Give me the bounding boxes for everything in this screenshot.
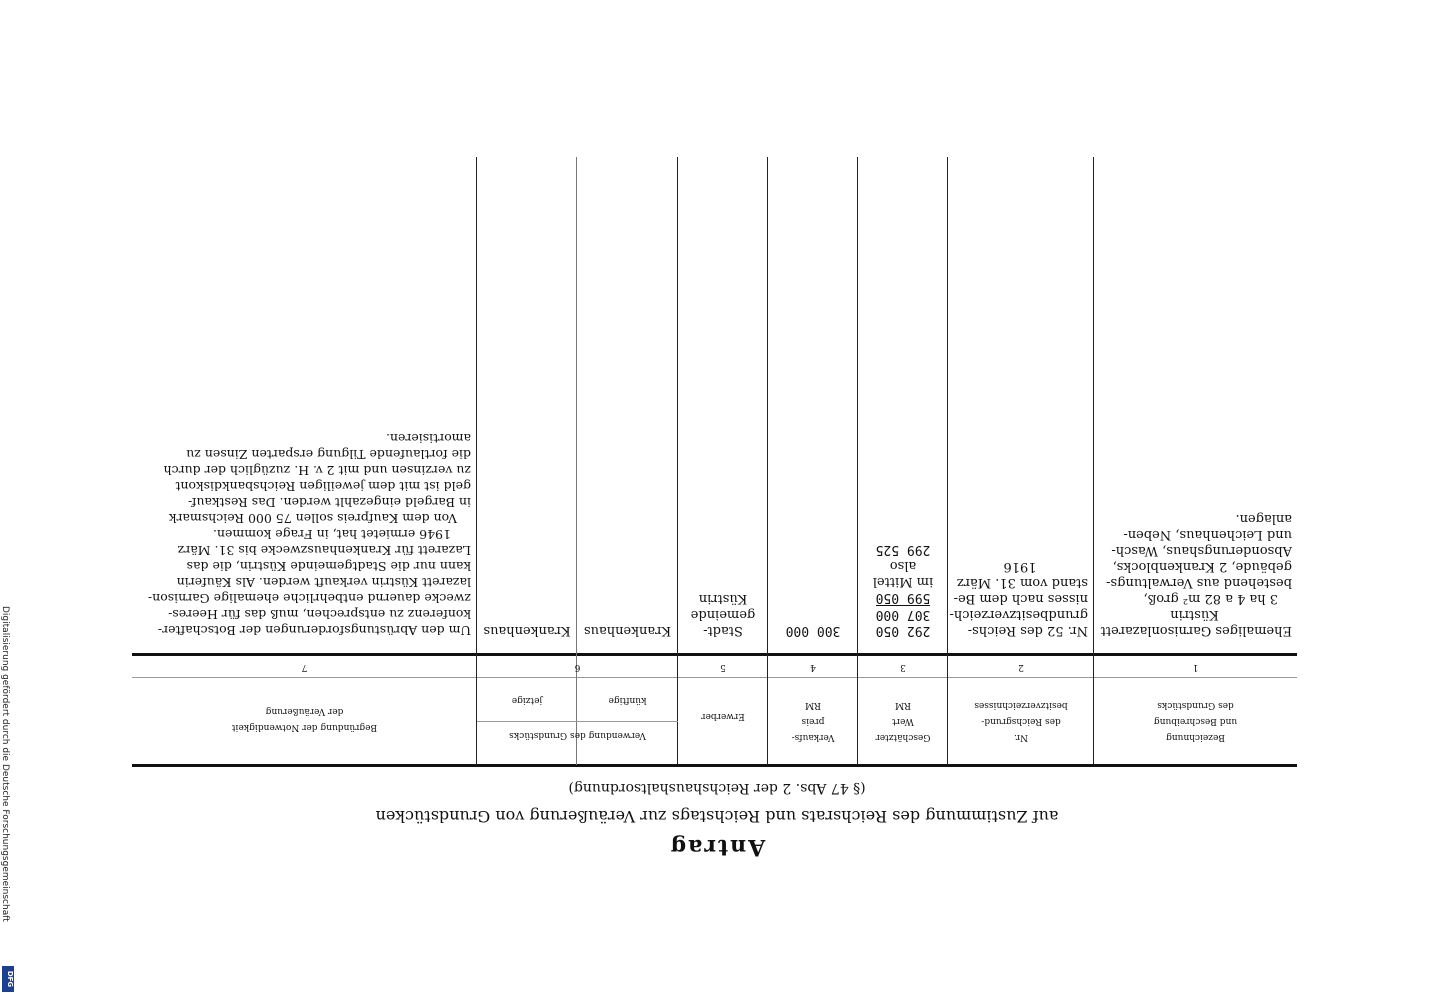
header-col6b — [577, 692, 678, 708]
cell-line: amortisieren. — [385, 431, 471, 446]
column-number: 3 — [900, 662, 906, 672]
cell-line: gebäude, 2 Krankenblocks, — [1112, 559, 1292, 574]
cell-line: zu verzinsen und mit 2 v. H. zuzüglich der durch — [163, 463, 471, 478]
cell-line: Von dem Kaufpreis sollen 75 000 Reichsmark — [168, 511, 457, 526]
digitization-note-text: Digitalisierung gefördert durch die Deutsche Forschungsgemeinschaft — [0, 606, 10, 922]
cell-line: 599 050 — [875, 590, 931, 605]
cell-line — [861, 605, 945, 622]
header-col5 — [678, 708, 768, 724]
cell-line: grundbesitzverzeich- — [949, 607, 1088, 622]
document-subtitle: auf Zustimmung des Reichsrats und Reichstags zur Veräußerung von Grundstücken — [375, 807, 1059, 826]
header-text: künftige — [608, 695, 647, 705]
legal-reference: (§ 47 Abs. 2 der Reichshaushaltsordnung) — [568, 780, 866, 796]
header-text: Wert — [892, 716, 914, 726]
cell-line: lazarett Küstrin verkauft werden. Als Käuferin — [176, 575, 471, 590]
cell-justification — [133, 430, 471, 638]
header-col6 — [477, 727, 678, 743]
header-text: der Veräußerung — [265, 706, 344, 716]
cell-line: die fortlaufende Tilgung ersparten Zinsen zu — [186, 447, 471, 462]
header-text: RM — [895, 700, 911, 710]
cell-line: im Mittel — [872, 574, 934, 589]
header-text: preis — [801, 716, 825, 726]
column-number: 7 — [301, 662, 308, 672]
cell-line: also — [889, 558, 917, 573]
header-text: jetzige — [511, 695, 543, 705]
header-text: Nr. — [1013, 732, 1029, 742]
cell-line: Um den Abrüstungsforderungen der Botschafter- — [157, 623, 471, 638]
header-text: Bezeichnung — [1166, 732, 1225, 742]
cell-line: 3 ha 4 a 82 m² groß, — [1143, 591, 1278, 606]
cell-line: Krankenhaus — [583, 623, 672, 638]
column-divider — [677, 157, 678, 765]
cell-line: bestehend aus Verwaltungs- — [1106, 575, 1292, 590]
cell-use-current — [480, 622, 574, 638]
cell-line: 299 525 — [875, 542, 931, 557]
header-col4 — [768, 697, 858, 745]
header-text: RM — [805, 700, 821, 710]
header-text: des Reichsgrund- — [981, 716, 1061, 726]
cell-line: 1916 — [1003, 559, 1037, 574]
column-divider — [476, 157, 477, 765]
cell-line: konferenz zu entsprechen, muß das für Heeres- — [168, 607, 471, 622]
cell-use-future — [580, 622, 675, 638]
column-divider — [1093, 157, 1094, 765]
header-col7 — [132, 703, 477, 735]
cell-line: Absonderungshaus, Wasch- — [1111, 543, 1292, 558]
cell-line: kann nur die Stadtgemeinde Küstrin, die das — [186, 559, 471, 574]
table-top-rule — [132, 764, 1297, 767]
column-divider — [576, 157, 577, 765]
cell-line: gemeinde — [690, 607, 756, 622]
cell-line: 292 050 — [875, 623, 931, 638]
digitization-note — [0, 606, 12, 966]
column-number: 5 — [720, 662, 726, 672]
header-col6-split-rule — [477, 721, 678, 722]
column-number: 2 — [1018, 662, 1024, 672]
header-col1 — [1094, 697, 1297, 745]
cell-line: nisses nach dem Be- — [953, 591, 1088, 606]
header-text: Geschätzter — [875, 732, 931, 742]
cell-line: und Leichenhaus, Neben- — [1123, 527, 1292, 542]
header-text: des Grundstücks — [1157, 700, 1234, 710]
cell-buyer — [681, 590, 765, 638]
header-col6a — [477, 692, 577, 708]
cell-line: Küstrin — [698, 591, 748, 606]
cell-line: 300 000 — [785, 623, 841, 638]
header-col3 — [858, 697, 948, 745]
cell-line: stand vom 31. März — [956, 575, 1088, 590]
column-number: 4 — [810, 662, 816, 672]
cell-line: 1946 ermietet hat, in Frage kommen. — [212, 527, 451, 542]
dfg-logo — [2, 966, 14, 992]
cell-estimated-value — [861, 541, 945, 638]
column-number: 6 — [574, 662, 581, 672]
cell-line: anlagen. — [1235, 511, 1292, 526]
cell-line: Lazarett für Krankenhauszwecke bis 31. März — [177, 543, 471, 558]
column-divider — [857, 157, 858, 765]
header-text: Begründung der Notwendigkeit — [231, 722, 378, 732]
cell-line: in Bargeld eingezahlt werden. Das Restkauf- — [188, 495, 471, 510]
header-col2 — [948, 697, 1094, 745]
header-text: und Beschreibung — [1153, 716, 1238, 726]
cell-line: Küstrin — [1170, 607, 1219, 622]
cell-line: Ehemaliges Garnisonlazarett — [1100, 623, 1292, 638]
header-text: Erwerber — [701, 711, 745, 721]
cell-line: 307 000 — [875, 607, 931, 622]
column-divider — [947, 157, 948, 765]
dfg-logo-text: DFG — [6, 970, 14, 988]
cell-sale-price — [771, 622, 855, 638]
cell-line: Krankenhaus — [483, 623, 571, 638]
header-text: Verkaufs- — [791, 732, 835, 742]
cell-description — [1097, 510, 1292, 638]
header-text: Verwendung des Grundstücks — [509, 730, 646, 740]
header-bottom-rule — [132, 653, 1297, 656]
cell-line: geld ist mit dem jeweiligen Reichsbankdiskont — [175, 479, 471, 494]
cell-line: Stadt- — [703, 623, 743, 638]
colnum-rule — [132, 677, 1297, 678]
cell-line: Nr. 52 des Reichs- — [967, 623, 1088, 638]
document-title: Antrag — [668, 834, 766, 860]
cell-line: zwecke dauernd entbehrliche ehemalige Garnison- — [147, 591, 471, 606]
cell-registry-number — [949, 558, 1088, 638]
header-text: besitzverzeichnisses — [974, 700, 1068, 710]
column-divider — [767, 157, 768, 765]
column-number: 1 — [1192, 662, 1199, 672]
